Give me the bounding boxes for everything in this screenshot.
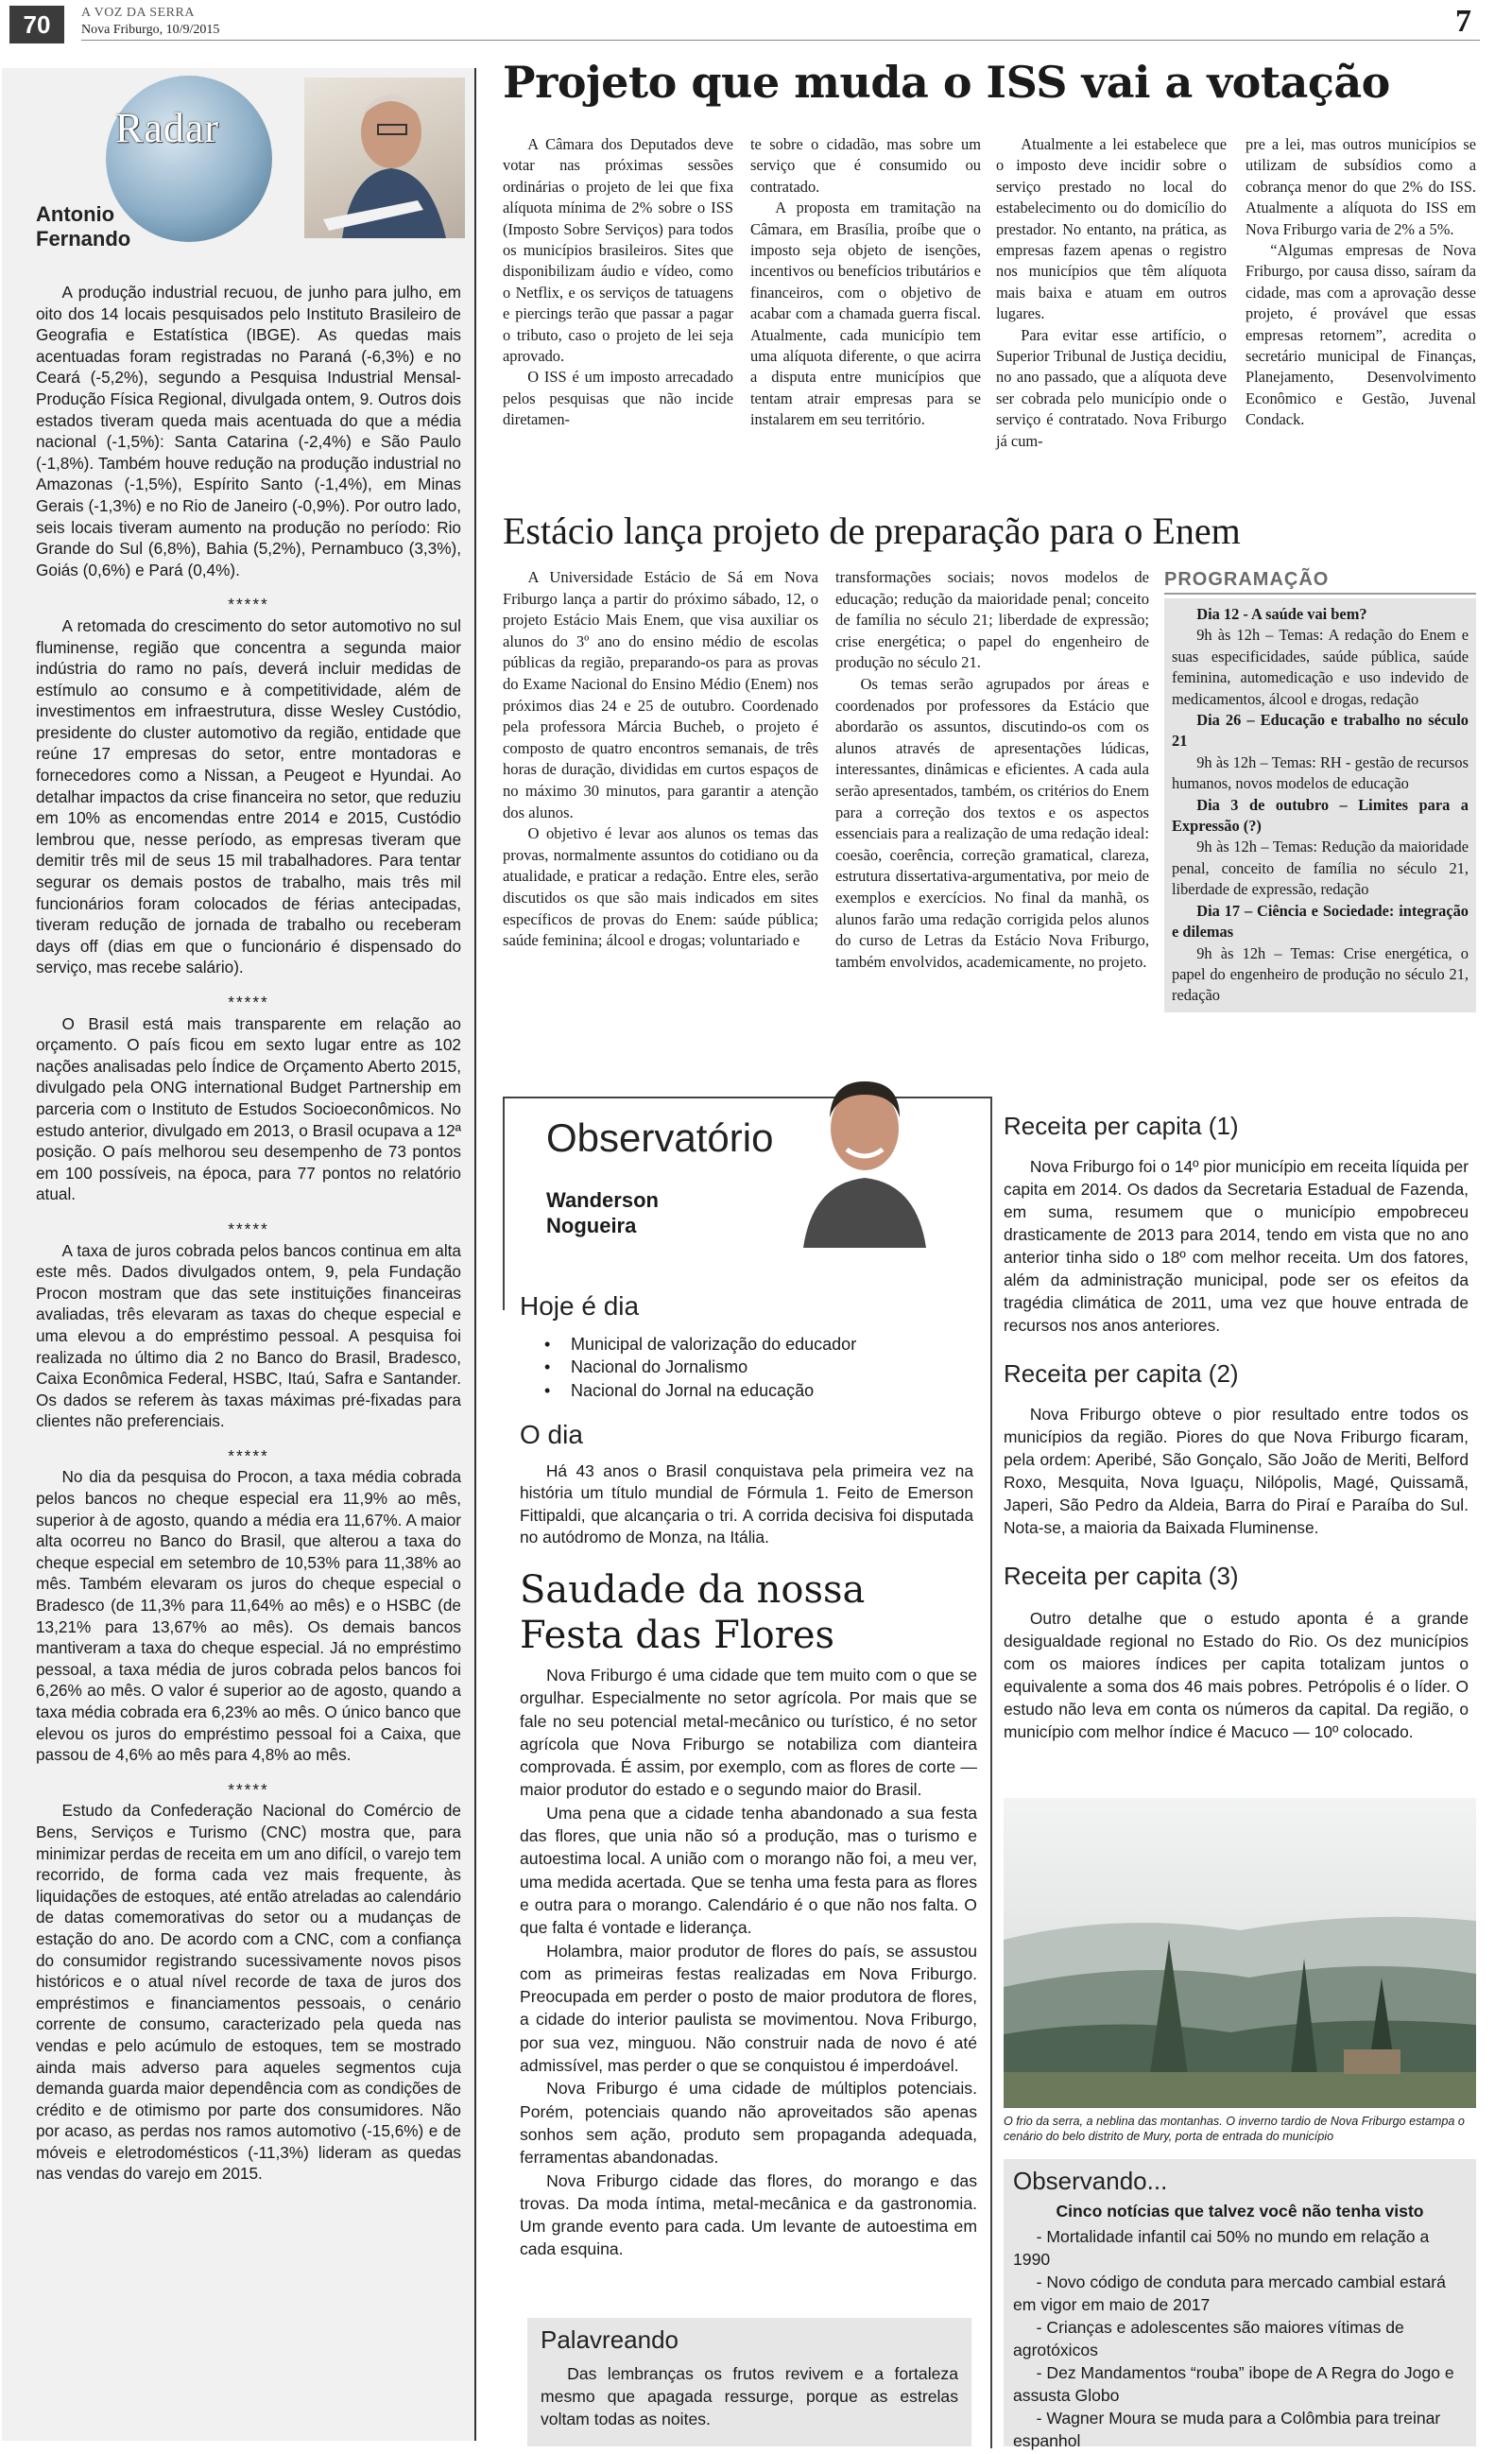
list-item: • Nacional do Jornalismo bbox=[544, 1356, 979, 1378]
separator: ***** bbox=[228, 1779, 269, 1799]
iss-column-1 bbox=[503, 134, 733, 431]
list-item: • Nacional do Jornal na educação bbox=[544, 1379, 979, 1402]
receita-text bbox=[1004, 1155, 1469, 1337]
columnist-photo bbox=[794, 1063, 936, 1248]
photo-caption: O frio da serra, a neblina das montanhas. O inverno tardio de Nova Friburgo estampa o cenário do belo distrito de Mury, porta de entrada do município bbox=[1004, 2115, 1465, 2143]
newspaper-logo: 70 bbox=[9, 6, 64, 43]
hoje-list bbox=[544, 1333, 979, 1402]
radar-author bbox=[36, 202, 130, 251]
hoje-heading: Hoje é dia bbox=[520, 1291, 640, 1321]
iss-column-4 bbox=[1246, 134, 1476, 431]
receita-heading: Receita per capita (2) bbox=[1004, 1359, 1239, 1388]
programacao-topics: 9h às 12h – Temas: Crise energética, o papel do engenheiro de produção no século 21, redação bbox=[1172, 943, 1469, 1005]
iss-paragraph: Para evitar esse artifício, o Superior Tribunal de Justiça decidiu, no ano passado, que a alíquota deve ser cobrada pelo município onde o serviço é contratado. Nova Friburgo já cum- bbox=[996, 325, 1227, 450]
estacio-column-2 bbox=[835, 567, 1149, 973]
misty-mountain-photo-icon bbox=[1004, 1798, 1476, 2108]
iss-headline: Projeto que muda o ISS vai a votação bbox=[503, 57, 1390, 108]
saudade-paragraph: Nova Friburgo é uma cidade que tem muito com o que se orgulhar. Especialmente no setor agrícola. Por mais que se fale no seu potencial metal-mecânico ou turístico, é no setor agrícola que Nova Friburgo se notabiliza com dianteira comprovada. É assim, por exemplo, com as flores de corte — maior produtor do estado e o segundo maior do Brasil. bbox=[520, 1666, 977, 1800]
programacao-date: Dia 3 de outubro – Limites para a Expressão (?) bbox=[1172, 795, 1469, 836]
radar-paragraph: A produção industrial recuou, de junho para julho, em oito dos 14 locais pesquisados pelo Instituto Brasileiro de Geografia e Estatística (IBGE). As quedas mais acentuadas foram registradas no Paraná (-6,3%) e no Ceará (-5,2%), segundo a Pesquisa Industrial Mensal-Produção Física Regional, divulgada ontem, 9. Outros dois estados tiveram queda mais acentuada do que a média nacional (-1,5%): Santa Catarina (-2,4%) e São Paulo (-1,8%). Também houve redução na produção industrial no Amazonas (-1,5%), Espírito Santo (-1,4%), em Minas Gerais (-1,3%) e no Rio de Janeiro (-0,9%). Por outro lado, seis locais tiveram aumento na produção no período: Rio Grande do Sul (6,8%), Bahia (5,2%), Pernambuco (3,3%), Goiás (0,6%) e Pará (0,4%). bbox=[36, 283, 461, 579]
saudade-paragraph: Holambra, maior produtor de flores do país, se assustou com as primeiras festas realizadas em Nova Friburgo. Preocupada em perder o posto de maior produtora de flores, a cidade do interior paulista se movimentou. Nova Friburgo, por sua vez, minguou. Não construir nada de novo é até admissível, mas perder o que se conquistou é imperdoável. bbox=[520, 1941, 977, 2076]
saudade-paragraph: Uma pena que a cidade tenha abandonado a sua festa das flores, que unia não só a produção, mas o turismo e autoestima local. A união com o morango não foi, a meu ver, uma medida acertada. Que se tenha uma festa para as flores e outra para o morango. Calendário é o que não nos falta. O que falta é vontade e liderança. bbox=[520, 1803, 977, 1938]
saudade-paragraph: Nova Friburgo é uma cidade de múltiplos potenciais. Porém, potenciais quando não aproveitados são apenas sonhos sem ação, produto sem propaganda adequada, ferramentas abandonadas. bbox=[520, 2079, 977, 2168]
radar-paragraph: A retomada do crescimento do setor automotivo no sul fluminense, região que concentra a segunda maior indústria do ramo no país, deverá incluir medidas de estímulo ao consumo e à competitividade, além de investimentos em infraestrutura, disse Wesley Custódio, presidente do cluster automotivo da região, entidade que reúne 17 empresas do setor, entre montadoras e fornecedores como a Nissan, a Peugeot e Hyundai. Ao detalhar impactos da crise financeira no setor, que reduziu em 10% as encomendas entre 2014 e 2015, Custódio lembrou que, nesse período, as empresas tiveram que demitir três mil de seus 15 mil trabalhadores. Para tentar segurar os demais postos de trabalho, mais três mil funcionários foram colocados de férias antecipadas, tiveram redução de jornada de trabalho ou receberam days off (dias em que o funcionário é dispensado do serviço, mas recebe salário). bbox=[36, 615, 461, 977]
list-item: - Wagner Moura se muda para a Colômbia para treinar espanhol bbox=[1013, 2409, 1441, 2450]
list-item: • Municipal de valorização do educador bbox=[544, 1333, 979, 1356]
programacao-topics: 9h às 12h – Temas: A redação do Enem e suas especificidades, saúde pública, saúde feminina, automedicação e uso indevido de medicamentos, álcool e drogas, redação bbox=[1172, 626, 1469, 708]
observando-subheading: Cinco notícias que talvez você não tenha visto bbox=[1056, 2202, 1424, 2221]
odia-text bbox=[520, 1460, 973, 1549]
edition-date: Nova Friburgo, 10/9/2015 bbox=[81, 23, 220, 37]
receita-paragraph: Outro detalhe que o estudo aponta é a grande desigualdade regional no Estado do Rio. Os dez municípios com os maiores índices per capita totalizam juntos o equivalente a soma dos 46 mais pobres. Petrópolis é o líder. O estudo não leva em conta os números da capital. Da região, o município com melhor índice é Macuco — 10º colocado. bbox=[1004, 1609, 1469, 1741]
radar-paragraph: O Brasil está mais transparente em relação ao orçamento. O país ficou em sexto lugar entre as 102 nações analisadas pelo Índice de Orçamento Aberto 2015, divulgado pela ONG international Budget Partnership em parceria com o Instituto de Estudos Socioeconômicos. No estudo anterior, divulgado em 2013, o Brasil ocupava a 12ª posição. O país melhorou seu desempenho de 73 pontos em 100 possíveis, na época, para 77 pontos no relatório atual. bbox=[36, 1013, 461, 1204]
iss-column-2 bbox=[750, 134, 981, 431]
iss-paragraph: “Algumas empresas de Nova Friburgo, por causa disso, saíram da cidade, mas com a aprovação desse projeto, é provável que essas empresas retornem”, acredita o secretário municipal de Finanças, Planejamento, Desenvolvimento Econômico e Gestão, Juvenal Condack. bbox=[1246, 241, 1476, 429]
saudade-headline-line1: Saudade da nossa bbox=[520, 1568, 866, 1612]
iss-paragraph: Atualmente a lei estabelece que o imposto deve incidir sobre o serviço prestado no local do estabelecimento ou do domicílio do prestador. No entanto, na prática, as empresas fazem apenas o registro nos municípios que têm alíquota mais baixa e atuam em outros lugares. bbox=[996, 135, 1227, 323]
iss-paragraph: O ISS é um imposto arrecadado pelos pesquisas que não incide diretamen- bbox=[503, 368, 733, 429]
observatorio-author-last: Nogueira bbox=[546, 1214, 637, 1237]
estacio-paragraph: transformações sociais; novos modelos de educação; redução da maioridade penal; conceito de família no século 21; liberdade de expressão; crise energética; o papel do engenheiro de produção no século 21. bbox=[835, 568, 1149, 672]
columnist-portrait-icon bbox=[794, 1063, 936, 1248]
programacao-date: Dia 26 – Educação e trabalho no século 21 bbox=[1172, 711, 1469, 751]
observando-box bbox=[1004, 2159, 1476, 2450]
list-item: - Novo código de conduta para mercado cambial estará em vigor em maio de 2017 bbox=[1013, 2273, 1446, 2314]
iss-paragraph: A proposta em tramitação na Câmara, em Brasília, proíbe que o imposto seja objeto de isenções, incentivos ou benefícios tributários e financeiros, com o objetivo de acabar com a chamada guerra fiscal. Atualmente, cada município tem uma alíquota diferente, o que acirra a disputa entre municípios que tentam atrair empresas para se instalarem em seu território. bbox=[750, 199, 981, 429]
iss-paragraph: pre a lei, mas outros municípios se utilizam de subsídios como a cobrança menor do que 2% do ISS. Atualmente a alíquota do ISS em Nova Friburgo varia de 2% a 5%. bbox=[1246, 135, 1476, 238]
receita-paragraph: Nova Friburgo obteve o pior resultado entre todos os municípios da região. Piores do que Nova Friburgo ficaram, pela ordem: Aperibé, São Gonçalo, São João de Meriti, Belford Roxo, Mesquita, Nova Iguaçu, Nilópolis, Magé, Quissamã, Japeri, São Pedro da Aldeia, Barra do Piraí e Paraíba do Sul. Nota-se, a maioria da Baixada Fluminense. bbox=[1004, 1405, 1469, 1537]
radar-column bbox=[2, 68, 476, 2441]
list-item: - Mortalidade infantil cai 50% no mundo em relação a 1990 bbox=[1013, 2227, 1430, 2269]
palavreando-text: Das lembranças os frutos revivem e a fortaleza mesmo que apagada ressurge, porque as estrelas voltam todas as noites. bbox=[541, 2364, 958, 2428]
paper-name: A VOZ DA SERRA bbox=[81, 6, 195, 20]
page-number: 7 bbox=[1455, 4, 1471, 39]
radar-author-last: Fernando bbox=[36, 227, 131, 251]
saudade-headline bbox=[520, 1567, 865, 1658]
radar-body bbox=[36, 282, 461, 2185]
saudade-paragraph: Nova Friburgo cidade das flores, do morango e das trovas. Da moda íntima, metal-mecânica e da gastronomia. Um grande evento para cada. Um levante de autoestima em cada esquina. bbox=[520, 2170, 977, 2259]
palavreando-heading: Palavreando bbox=[541, 2325, 679, 2354]
programacao-date: Dia 12 - A saúde vai bem? bbox=[1196, 605, 1367, 623]
programacao-topics: 9h às 12h – Temas: Redução da maioridade penal, conceito de família no século 21, liberdade de expressão, redação bbox=[1172, 838, 1469, 899]
radar-section-title: Radar bbox=[115, 105, 220, 151]
columnist-portrait-icon bbox=[304, 78, 465, 238]
separator: ***** bbox=[228, 1218, 269, 1238]
estacio-paragraph: A Universidade Estácio de Sá em Nova Friburgo lança a partir do próximo sábado, 12, o projeto Estácio Mais Enem, que visa auxiliar os alunos do 3º ano do ensino médio de escolas públicas da região, preparando-os para as provas do Exame Nacional do Ensino Médio (Enem) nos próximos dias 24 e 25 de outubro. Coordenado pela professora Márcia Bucheb, o projeto é composto de quatro encontros semanais, de três horas de duração, divididas em curtos espaços de no máximo 30 minutos, para garantir a atenção dos alunos. bbox=[503, 568, 818, 821]
programacao-list bbox=[1164, 598, 1476, 1012]
receita-paragraph: Nova Friburgo foi o 14º pior município em receita líquida per capita em 2014. Os dados da Secretaria Estadual de Fazenda, em suma, resumem que o município empobreceu drasticamente de 2013 para 2014, tendo em vista que no ano anterior tinha sido o 18º com melhor receita. Um dos fatores, além da administração municipal, pode ser os efeitos da tragédia climática de 2011, uma vez que houve entrada de recursos nos anos anteriores. bbox=[1004, 1157, 1469, 1335]
radar-paragraph: Estudo da Confederação Nacional do Comércio de Bens, Serviços e Turismo (CNC) mostra que, para minimizar perdas de receita em um ano difícil, o varejo tem recorrido, de forma cada vez mais frequente, às liquidações de estoques, até então atreladas ao calendário de datas comemorativas do setor ou a mudanças de estação do ano. De acordo com a CNC, com a confiança do consumidor registrando sucessivamente novos pisos históricos e o atual nível recorde de taxa de juros dos empréstimos e financiamentos pessoais, o cenário corrente de consumo, caracterizado pela queda nas vendas e pelo acúmulo de estoques, tem se mostrado ainda mais adverso para aqueles segmentos cuja demanda guarda maior dependência com as condições de crédito e de otimismo por parte dos consumidores. Não por acaso, as perdas nos ramos automotivo (-15,6%) e de móveis e eletrodomésticos (-11,3%) lideram as quedas nas vendas do varejo em 2015. bbox=[36, 1801, 461, 2184]
radar-paragraph: No dia da pesquisa do Procon, a taxa média cobrada pelos bancos no cheque especial era 11,9% ao mês, superior à de agosto, quando a média era 11,67%. A maior alta ocorreu no Banco do Brasil, que alterou a taxa do cheque especial em setembro de 10,53% para 11,38% ao mês. Também elevaram os juros do cheque especial o Bradesco (de 11,3% para 11,64% ao mês) e o HSBC (de 13,21% para 13,67% ao mês). Os demais bancos mantiveram a taxa do cheque especial. Já no empréstimo pessoal, a taxa média de juros cobrada pelos bancos foi 6,26% ao mês. O valor é superior ao de agosto, quando a taxa média cobrada era 6,23% ao mês. O único banco que elevou os juros do empréstimo pessoal foi a Caixa, que passou de 4,6% ao mês para 4,8% ao mês. bbox=[36, 1467, 461, 1765]
list-item: - Crianças e adolescentes são maiores vítimas de agrotóxicos bbox=[1013, 2318, 1404, 2359]
radar-author-first: Antonio bbox=[36, 202, 115, 226]
separator: ***** bbox=[228, 595, 269, 614]
iss-paragraph: te sobre o cidadão, mas sobre um serviço que é consumido ou contratado. bbox=[750, 135, 981, 196]
programacao-date: Dia 17 – Ciência e Sociedade: integração e dilemas bbox=[1172, 901, 1469, 942]
estacio-paragraph: O objetivo é levar aos alunos os temas das provas, normalmente assuntos do cotidiano ou da atualidade, e praticar a redação. Entre eles, serão discutidos os que são mais indicados em sites específicos de provas do Enem: saúde pública; saúde feminina; álcool e drogas; voluntariado e bbox=[503, 824, 818, 950]
programacao-topics: 9h às 12h – Temas: RH - gestão de recursos humanos, novos modelos de educação bbox=[1172, 752, 1469, 793]
saudade-headline-line2: Festa das Flores bbox=[520, 1614, 835, 1657]
observatorio-author-first: Wanderson bbox=[546, 1188, 659, 1212]
odia-heading: O dia bbox=[520, 1420, 583, 1449]
radar-globe-graphic bbox=[106, 76, 272, 242]
columnist-photo bbox=[304, 78, 465, 238]
estacio-column-1 bbox=[503, 567, 818, 952]
iss-column-3 bbox=[996, 134, 1227, 452]
programacao-box bbox=[1164, 569, 1476, 1044]
observando-heading: Observando... bbox=[1013, 2167, 1168, 2195]
observatorio-author bbox=[546, 1187, 659, 1238]
receita-heading: Receita per capita (3) bbox=[1004, 1562, 1239, 1590]
separator: ***** bbox=[228, 993, 269, 1011]
iss-paragraph: A Câmara dos Deputados deve votar nas próximas sessões ordinárias o projeto de lei que fixa alíquota mínima de 2% sobre o ISS (Imposto Sobre Serviços) para todos os municípios brasileiros. Sites que disponibilizam áudio e vídeo, como o Netflix, e os serviços de tatuagens e piercings terão que passar a pagar o tributo, caso o projeto de lei seja aprovado. bbox=[503, 135, 733, 366]
programacao-heading: PROGRAMAÇÃO bbox=[1164, 569, 1476, 595]
separator: ***** bbox=[228, 1445, 269, 1465]
palavreando-box bbox=[527, 2318, 971, 2446]
landscape-photo bbox=[1004, 1798, 1476, 2108]
odia-paragraph: Há 43 anos o Brasil conquistava pela primeira vez na história um título mundial de Fórmula 1. Feito de Emerson Fittipaldi, que alcançaria o tri. A corrida decisiva foi disputada no autódromo de Monza, na Itália. bbox=[520, 1461, 973, 1547]
estacio-paragraph: Os temas serão agrupados por áreas e coordenados por professores da Estácio que abordarão os assuntos, discutindo-os com os alunos através de apresentações lúdicas, interessantes, dinâmicas e eficientes. A cada aula serão apresentados, também, os critérios do Enem para a correção dos textos e os aspectos essenciais para a realização de uma redação ideal: coesão, coerência, correção gramatical, clareza, estrutura dissertativa-argumentativa, por meio de exemplos e exercícios. No final da manhã, os alunos farão uma redação corrigida pelos alunos do curso de Letras da Estácio Nova Friburgo, também envolvidos, academicamente, no projeto. bbox=[835, 674, 1149, 971]
saudade-body bbox=[520, 1664, 977, 2261]
receita-text bbox=[1004, 1607, 1469, 1743]
radar-paragraph: A taxa de juros cobrada pelos bancos continua em alta este mês. Dados divulgados ontem, 9, pela Fundação Procon mostram que das sete instituições financeiras avaliadas, três elevaram as taxas do cheque especial e uma elevou a do empréstimo pessoal. A pesquisa foi realizada no último dia 2 no Banco do Brasil, Bradesco, Caixa Econômica Federal, HSBC, Itaú, Safra e Santander. Os dados se referem às taxas máximas pré-fixadas para clientes não preferenciais. bbox=[36, 1240, 461, 1431]
receita-text bbox=[1004, 1403, 1469, 1539]
estacio-headline: Estácio lança projeto de preparação para o Enem bbox=[503, 510, 1241, 552]
header-rule bbox=[81, 40, 1480, 41]
receita-heading: Receita per capita (1) bbox=[1004, 1112, 1239, 1140]
list-item: - Dez Mandamentos “rouba” ibope de A Regra do Jogo e assusta Globo bbox=[1013, 2363, 1454, 2405]
observatorio-title: Observatório bbox=[546, 1115, 774, 1160]
